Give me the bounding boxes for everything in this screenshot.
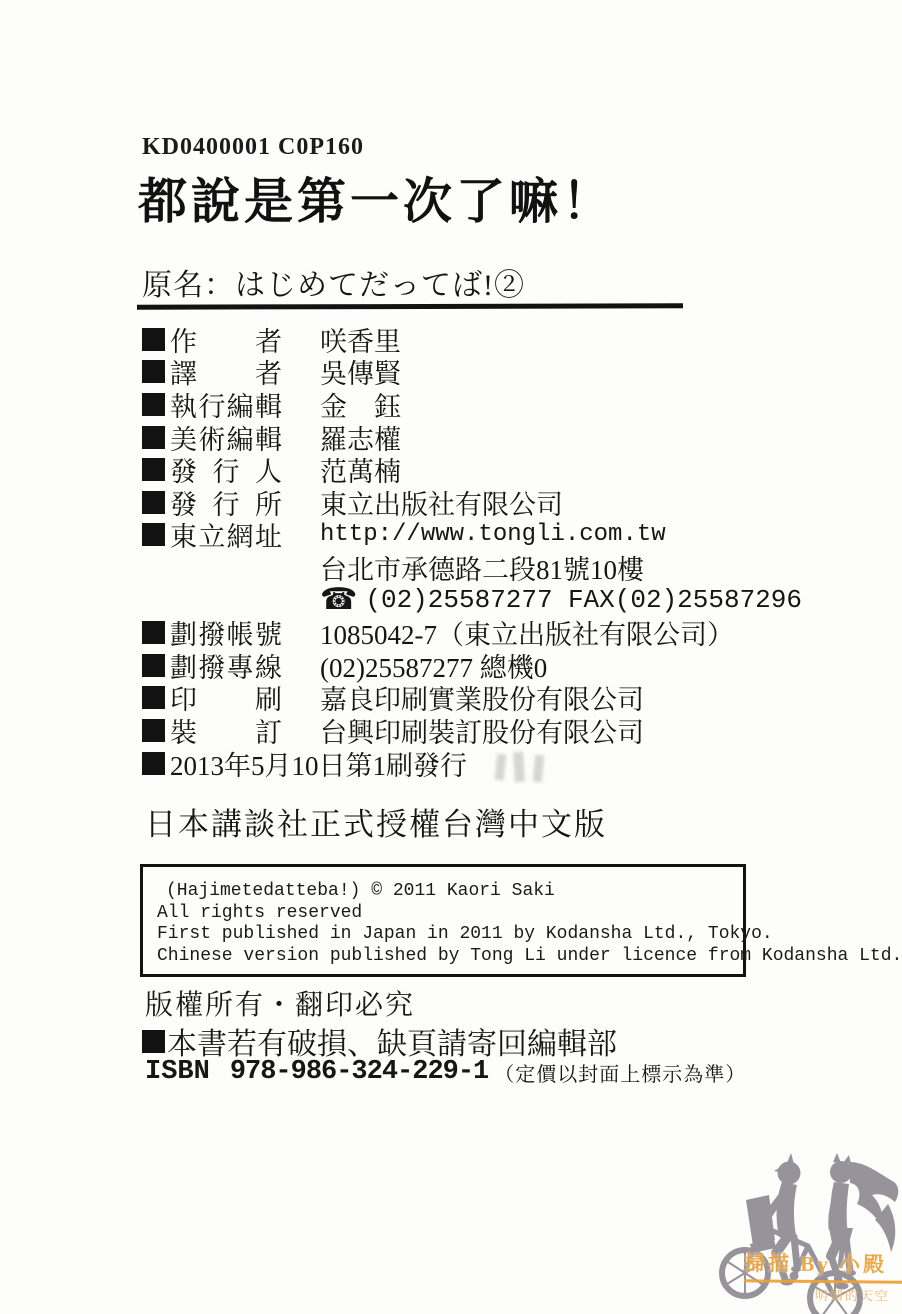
credit-value: 金 鈺 [320,391,401,422]
credit-label: 執行編輯 [170,391,282,422]
book-title: 都說是第一次了嘛！ [138,174,616,229]
product-code: KD0400001 C0P160 [142,134,364,160]
credit-label: 發行人 [170,457,282,488]
copyright-line: (Hajimetedatteba!) © 2011 Kaori Saki [166,881,555,901]
credit-row-postal-account [142,616,802,649]
credit-label: 美術編輯 [170,424,282,455]
credit-row-art-editor [142,421,802,454]
credit-row-binder [142,714,802,747]
credit-row-translator [142,356,802,389]
square-bullet-icon [142,1030,165,1053]
phone-number: (02)25587277 [365,585,553,616]
isbn-line [145,1057,746,1087]
isbn-number: 978-986-324-229-1 [229,1057,489,1087]
hair-spike [787,1153,794,1164]
rear-rider-head [830,1161,852,1183]
credit-value: 嘉良印刷實業股份有限公司 [320,685,644,716]
print-date-row [142,747,802,780]
credit-label: 作者 [170,326,282,357]
credit-row-executive-editor [142,388,802,421]
credit-label: 裝訂 [170,717,282,748]
credit-value: 咲香里 [320,326,401,357]
credits-list [142,323,802,779]
telephone-icon: ☎ [320,583,358,617]
copyright-line: First published in Japan in 2011 by Kodansha Ltd., Tokyo. [157,924,773,944]
credit-row-publisher-person [142,453,802,486]
credit-value: 范萬楠 [320,457,401,488]
square-bullet-icon [142,719,165,742]
copyright-box [140,864,902,977]
square-bullet-icon [142,621,165,644]
credit-row-publishing-house [142,486,802,519]
print-date: 2013年5月10日第1刷發行 [170,750,467,781]
credit-label: 譯者 [170,359,282,390]
credit-value: 1085042-7（東立出版社有限公司） [320,620,734,651]
credit-row-printer [142,682,802,715]
copyright-notice: 版權所有・翻印必究 [145,990,416,1021]
square-bullet-icon [142,393,165,416]
credit-row-website [142,519,802,552]
ink-smudge [494,750,564,786]
credit-value: (02)25587277 總機0 [320,652,548,683]
credit-value: 台興印刷裝訂股份有限公司 [320,717,644,748]
phone-row [142,584,802,617]
square-bullet-icon [142,654,165,677]
credit-label: 發行所 [170,489,282,520]
credit-value: 羅志權 [320,424,401,455]
return-notice-text: 本書若有破損、缺頁請寄回編輯部 [167,1028,617,1061]
license-heading: 日本講談社正式授權台灣中文版 [145,807,607,842]
square-bullet-icon [142,328,165,351]
square-bullet-icon [142,458,165,481]
square-bullet-icon [142,491,165,514]
credit-label: 東立網址 [170,522,282,553]
square-bullet-icon [142,360,165,383]
cap-brim [774,1162,790,1174]
watermark-text: 掃描 By 小殿 [744,1247,902,1283]
watermark-subtext: 明媚的天空 [814,1287,890,1304]
hair-tuft [833,1153,841,1163]
divider-rule [137,303,683,309]
original-title: 原名：はじめてだってば!② [142,269,525,302]
copyright-line: Chinese version published by Tong Li under licence from Kodansha Ltd. [157,945,902,966]
credit-value: 東立出版社有限公司 [320,489,563,520]
square-bullet-icon [142,426,165,449]
copyright-line: All rights reserved [157,902,363,923]
fax-number: FAX(02)25587296 [567,585,802,616]
address-row [142,551,802,584]
square-bullet-icon [142,686,165,709]
scanner-watermark [744,1247,902,1304]
isbn-price-note: （定價以封面上標示為準） [494,1063,747,1086]
credit-row-author [142,323,802,356]
credit-row-postal-line [142,649,802,682]
publisher-url: http://www.tongli.com.tw [320,521,666,549]
square-bullet-icon [142,523,165,546]
credit-value: 吳傳賢 [320,359,401,390]
credit-label: 劃撥專線 [170,652,282,683]
credit-label: 印刷 [170,685,282,716]
publisher-address: 台北市承德路二段81號10樓 [320,554,644,585]
square-bullet-icon [142,752,165,775]
isbn-label: ISBN [145,1057,210,1087]
credit-label: 劃撥帳號 [170,620,282,651]
